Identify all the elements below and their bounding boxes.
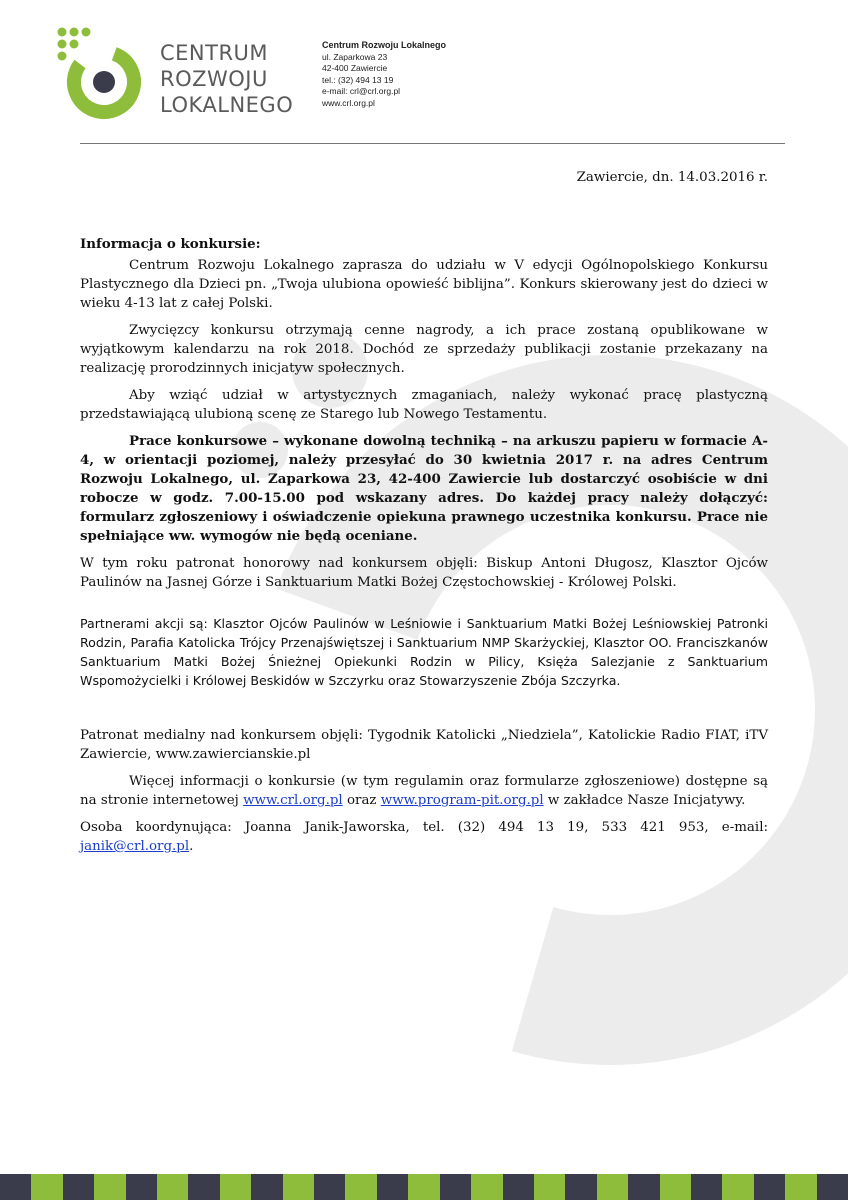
contact-block [322,40,446,109]
paragraph-coordinator [80,818,768,856]
logo-line-2: ROZWOJU [160,67,268,91]
contact-city: 42-400 Zawiercie [322,63,388,73]
contact-tel: tel.: (32) 494 13 19 [322,74,394,85]
paragraph-more-info [80,772,768,810]
header-divider [80,143,785,144]
more-info-text-2: oraz [342,793,381,808]
section-heading: Informacja o konkursie: [80,236,261,252]
paragraph-participation: Aby wziąć udział w artystycznych zmaganiach, należy wykonać pracę plastyczną przedstawiającą ulubioną scenę ze Starego lub Nowego Testamentu. [80,388,768,422]
letter-body [80,168,768,864]
contact-email: e-mail: crl@crl.org.pl [322,86,401,96]
contact-www: www.crl.org.pl [322,97,375,108]
crl-website-link[interactable]: www.crl.org.pl [243,793,343,808]
paragraph-media-patronage: Patronat medialny nad konkursem objęli: Tygodnik Katolicki „Niedziela”, Katolickie Radio FIAT, iTV Zawiercie, www.zawiercianskie.pl [80,728,768,762]
more-info-text-3: w zakładce Nasze Inicjatywy. [543,793,746,808]
logo-line-1: CENTRUM [160,41,269,65]
program-pit-link[interactable]: www.program-pit.org.pl [380,793,544,808]
contact-org: Centrum Rozwoju Lokalnego [322,40,447,50]
coordinator-text: Osoba koordynująca: Joanna Janik-Jaworska, tel. (32) 494 13 19, 533 421 953, e-mail: [80,820,768,835]
paragraph-rules: Prace konkursowe – wykonane dowolną techniką – na arkuszu papieru w formacie A-4, w orientacji poziomej, należy przesyłać do 30 kwietnia 2017 r. na adres Centrum Rozwoju Lokalnego, ul. Zaparkowa 23, 42-400 Zawiercie lub dostarczyć osobiście w dni robocze w godz. 7.00-15.00 pod wskazany adres. Do każdej pracy należy dołączyć: formularz zgłoszeniowy i oświadczenie opiekuna prawnego uczestnika konkursu. Prace nie spełniające ww. wymogów nie będą oceniane. [80,433,768,544]
logo-line-3: LOKALNEGO [160,93,294,117]
paragraph-prizes: Zwycięzcy konkursu otrzymają cenne nagrody, a ich prace zostaną opublikowane w wyjątkowym kalendarzu na rok 2018. Dochód ze sprzedaży publikacji zostanie przekazany na realizację prorodzinnych inicjatyw społecznych. [80,323,768,376]
paragraph-honorary-patronage: W tym roku patronat honorowy nad konkursem objęli: Biskup Antoni Długosz, Klasztor Ojców Paulinów na Jasnej Górze i Sanktuarium Matki Bożej Częstochowskiej - Królowej Polski. [80,556,768,590]
date-line: Zawiercie, dn. 14.03.2016 r. [576,170,768,185]
crl-logo-icon [52,24,152,124]
coordinator-text-end: . [189,839,194,854]
footer-stripes [0,1174,848,1200]
contact-street: ul. Zaparkowa 23 [322,51,388,62]
letterhead [0,0,848,150]
paragraph-intro: Centrum Rozwoju Lokalnego zaprasza do udziału w V edycji Ogólnopolskiego Konkursu Plastycznego dla Dzieci pn. „Twoja ulubiona opowieść biblijna”. Konkurs skierowany jest do dzieci w wieku 4-13 lat z całej Polski. [80,258,768,311]
coordinator-email-link[interactable]: janik@crl.org.pl [80,839,190,854]
paragraph-partners: Partnerami akcji są: Klasztor Ojców Paulinów w Leśniowie i Sanktuarium Matki Bożej Leśniowskiej Patronki Rodzin, Parafia Katolicka Trójcy Przenajświętszej i Sanktuarium NMP Skarżyckiej, Klasztor OO. Franciszkanów Sanktuarium Matki Bożej Śnieżnej Opiekunki Rodzin w Pilicy, Księża Salezjanie z Sanktuarium Wspomożycielki i Królowej Beskidów w Szczyrku oraz Stowarzyszenie Zbója Szczyrka. [80,616,768,688]
more-info-text-1: Więcej informacji o konkursie (w tym regulamin oraz formularze zgłoszeniowe) dostępne są na stronie internetowej [80,774,768,808]
logo-wordmark [160,40,293,118]
